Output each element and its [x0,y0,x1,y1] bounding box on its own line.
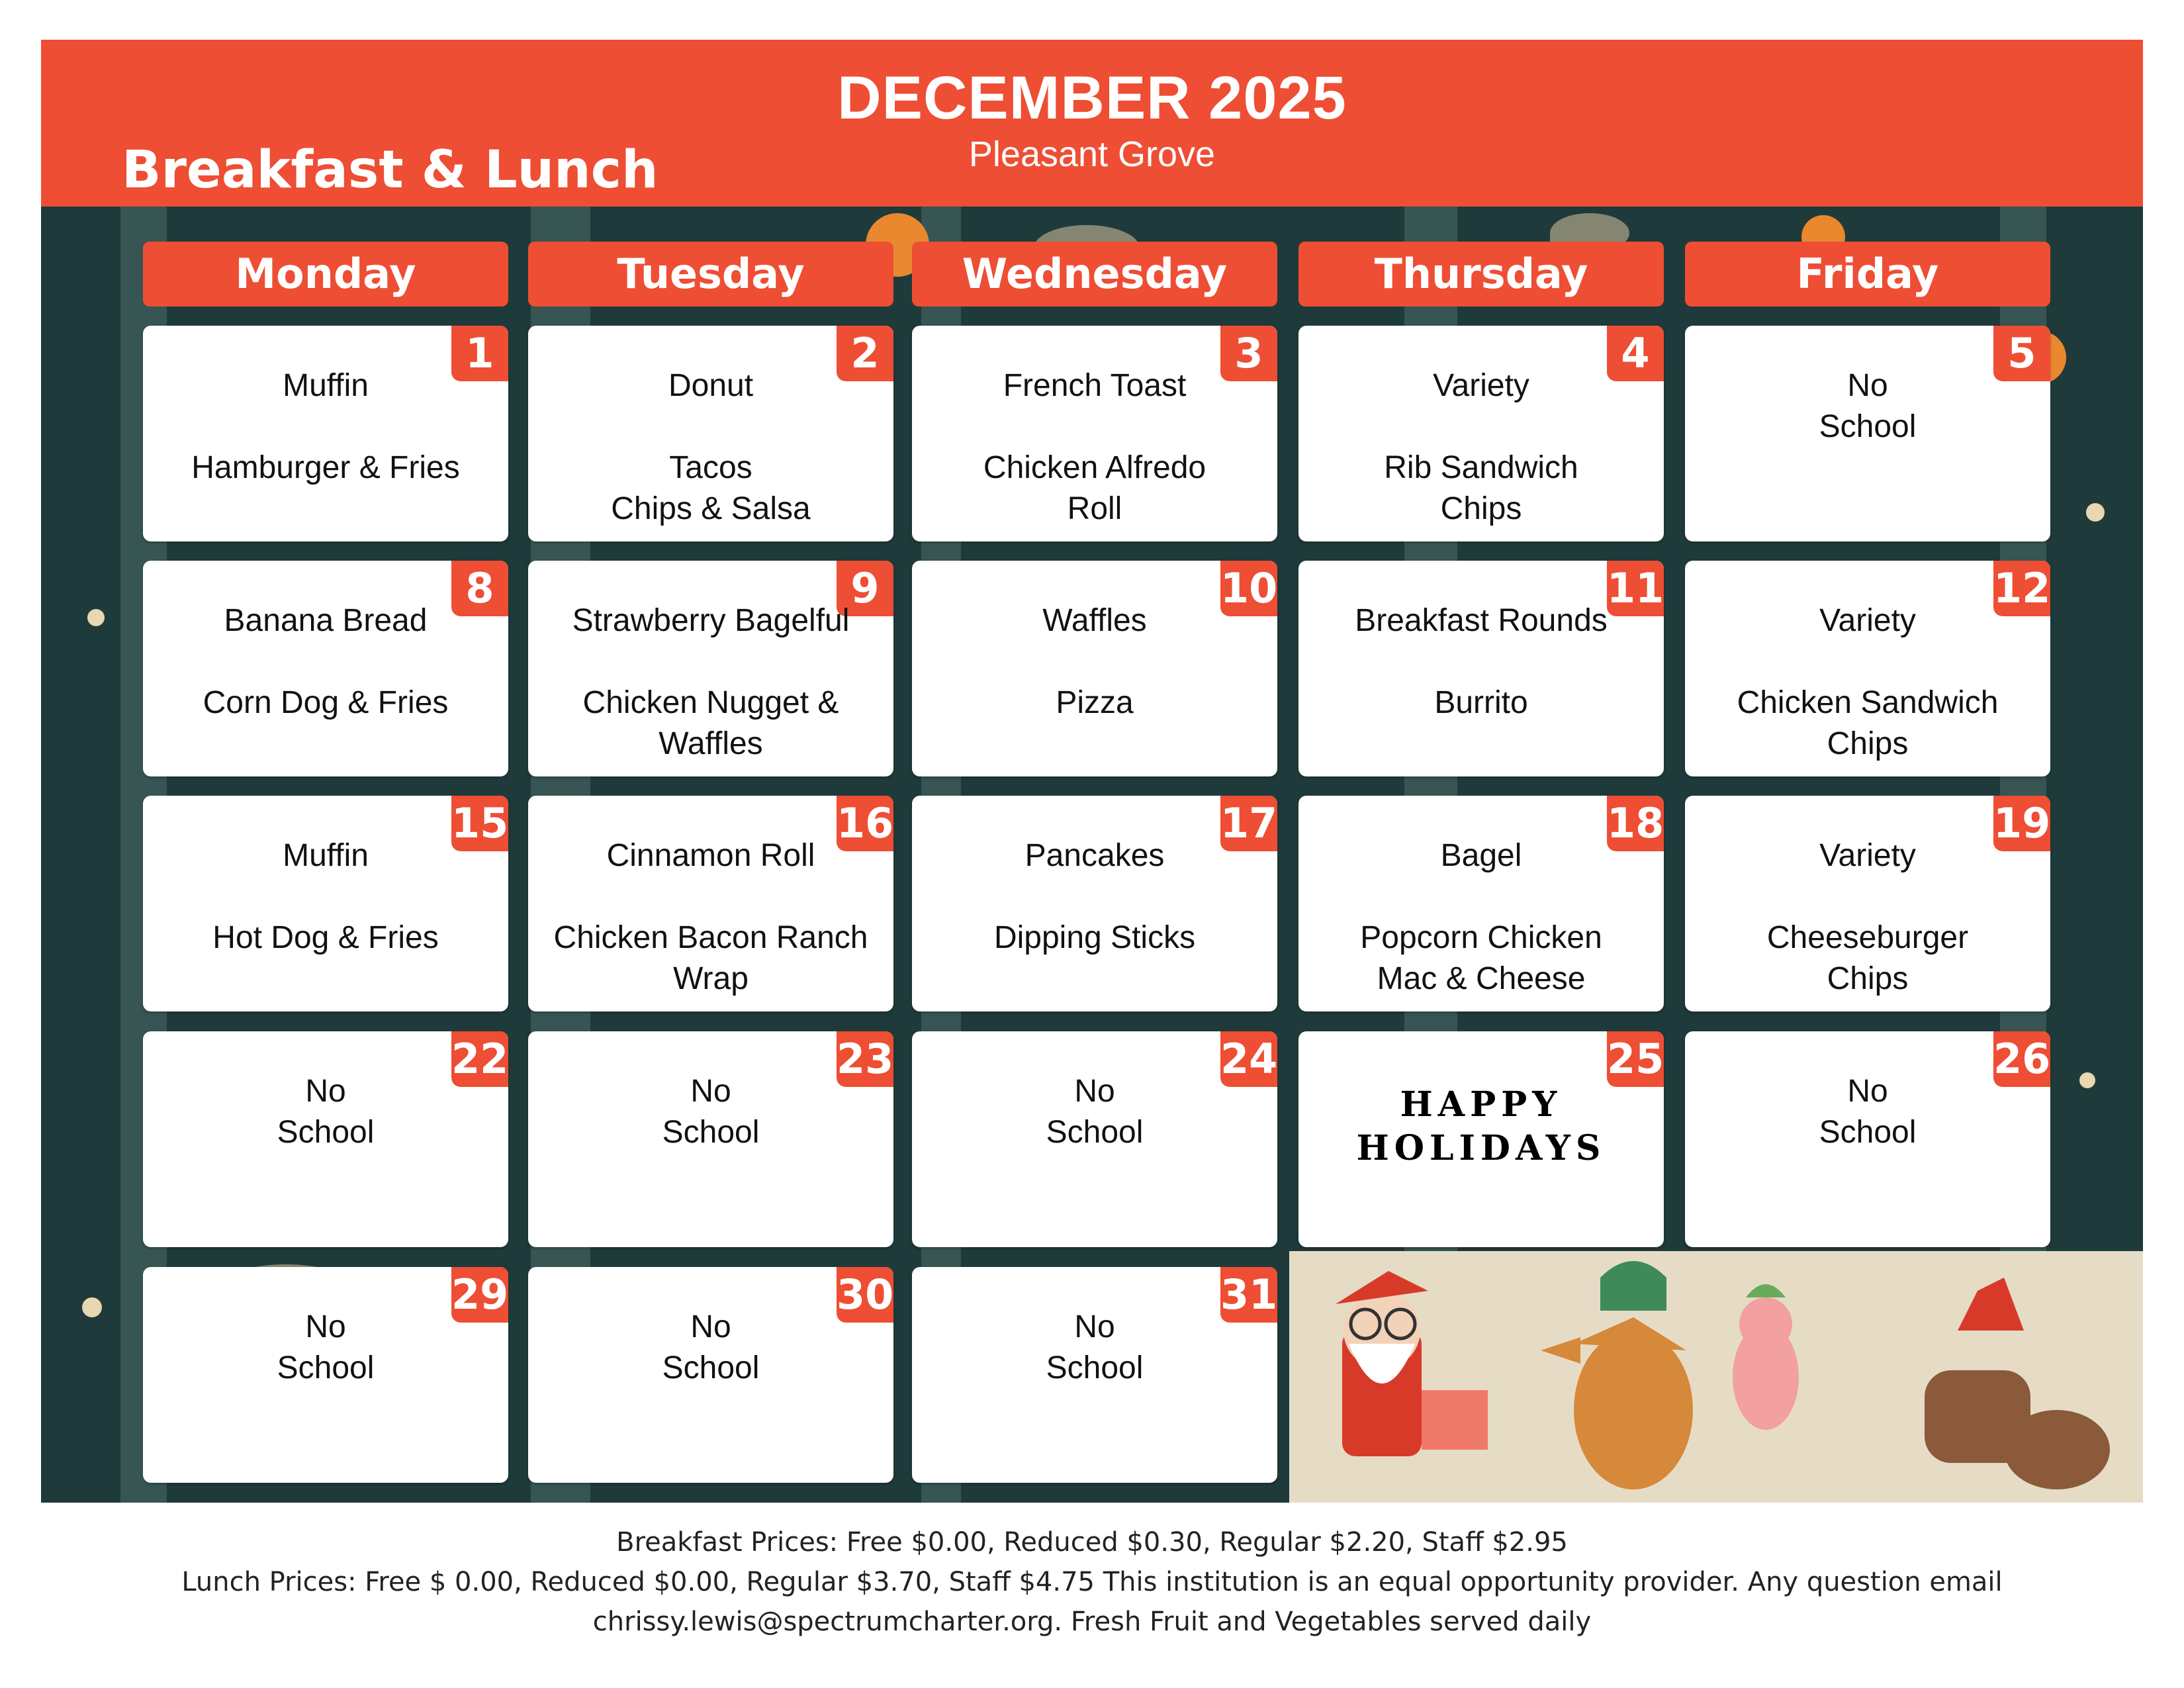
day-cell [912,1267,1277,1483]
menu-item: School [277,1115,375,1150]
lunch-prices: Lunch Prices: Free $ 0.00, Reduced $0.00, Regular $3.70, Staff $4.75 This institution is an equal opportunity provider. Any question email [181,1567,2003,1597]
day-cell [912,326,1277,541]
menu-item: Burrito [1434,685,1528,720]
day-number: 8 [451,561,508,616]
menu-item: No [305,1309,346,1344]
day-number: 22 [451,1031,508,1087]
day-number: 3 [1220,326,1277,381]
menu-item: Pancakes [1024,838,1165,873]
day-number: 30 [837,1267,893,1323]
menu-item: Variety [1433,368,1529,403]
day-number: 15 [451,796,508,851]
day-cell [1298,326,1664,541]
menu-item: Muffin [283,368,369,403]
holiday-text: HAPPY [1400,1084,1563,1125]
day-number: 26 [1993,1031,2050,1087]
menu-item: Cinnamon Roll [606,838,815,873]
menu-item: Chips [1827,961,1909,996]
day-cell [528,561,893,776]
day-cell [1298,561,1664,776]
menu-item: School [662,1115,760,1150]
day-number: 17 [1220,796,1277,851]
menu-item: Popcorn Chicken [1360,920,1602,955]
day-cell [528,326,893,541]
school-name: Pleasant Grove [968,134,1216,174]
calendar-sheet [41,40,2143,1503]
menu-item: Chicken Nugget & [582,685,839,720]
weekday-header-tuesday: Tuesday [528,242,893,306]
menu-item: Waffles [659,726,763,761]
menu-item: Chicken Bacon Ranch [553,920,868,955]
menu-item: Wrap [673,961,749,996]
day-cell [1685,326,2050,541]
menu-item: Mac & Cheese [1377,961,1586,996]
menu-item: Variety [1819,603,1916,638]
menu-item: Strawberry Bagelful [572,603,850,638]
day-cell [1298,796,1664,1011]
menu-item: No [690,1074,731,1109]
day-number: 4 [1607,326,1664,381]
menu-item: School [1046,1350,1144,1385]
snow-dot-decoration [87,609,105,626]
day-cell [528,796,893,1011]
menu-item: No [305,1074,346,1109]
owl-illustration [1733,1284,1799,1430]
menu-item: Corn Dog & Fries [203,685,449,720]
menu-item: Bagel [1440,838,1522,873]
day-number: 5 [1993,326,2050,381]
menu-item: Chips & Salsa [611,491,811,526]
menu-item: School [277,1350,375,1385]
day-cell [912,561,1277,776]
menu-item: Hot Dog & Fries [212,920,439,955]
weekday-header-friday: Friday [1685,242,2050,306]
day-cell [528,1031,893,1247]
reindeer-illustration [1925,1278,2110,1489]
snow-dot-decoration [2079,1072,2095,1088]
day-number: 12 [1993,561,2050,616]
menu-item: Pizza [1056,685,1134,720]
day-cell [1685,561,2050,776]
menu-item: School [1046,1115,1144,1150]
day-number: 16 [837,796,893,851]
menu-item: French Toast [1003,368,1187,403]
menu-item: Chips [1440,491,1522,526]
weekday-header-monday: Monday [143,242,508,306]
day-number: 2 [837,326,893,381]
menu-item: Rib Sandwich [1384,450,1578,485]
menu-item: No [1074,1074,1115,1109]
calendar-header [41,40,2143,207]
weekday-header-wednesday: Wednesday [912,242,1277,306]
snow-dot-decoration [2086,503,2105,522]
day-cell [1685,796,2050,1011]
day-number: 29 [451,1267,508,1323]
breakfast-prices: Breakfast Prices: Free $0.00, Reduced $0.30, Regular $2.20, Staff $2.95 [616,1527,1568,1558]
menu-item: Donut [668,368,754,403]
menu-item: Chicken Sandwich [1737,685,1999,720]
menu-item: No [1074,1309,1115,1344]
day-number: 19 [1993,796,2050,851]
menu-item: Chicken Alfredo [983,450,1206,485]
weekday-header-thursday: Thursday [1298,242,1664,306]
menu-item: Roll [1067,491,1122,526]
menu-item: School [662,1350,760,1385]
day-cell [1685,1031,2050,1247]
day-cell [143,561,508,776]
day-number: 25 [1607,1031,1664,1087]
day-cell [1298,1031,1664,1247]
menu-item: Waffles [1042,603,1147,638]
day-number: 18 [1607,796,1664,851]
menu-item: Dipping Sticks [993,920,1196,955]
day-number: 23 [837,1031,893,1087]
contact-note: chrissy.lewis@spectrumcharter.org. Fresh Fruit and Vegetables served daily [592,1607,1592,1637]
menu-item: Cheeseburger [1766,920,1969,955]
day-number: 10 [1220,561,1277,616]
santa-illustration [1336,1271,1488,1456]
menu-label: Breakfast & Lunch [122,140,659,200]
menu-item: Banana Bread [224,603,428,638]
menu-item: No [1847,1074,1888,1109]
menu-item: Variety [1819,838,1916,873]
day-number: 9 [837,561,893,616]
menu-item: Chips [1827,726,1909,761]
day-cell [143,1267,508,1483]
menu-item: Muffin [283,838,369,873]
menu-item: School [1819,409,1917,444]
day-number: 11 [1607,561,1664,616]
day-cell [528,1267,893,1483]
day-cell [143,796,508,1011]
menu-item: Breakfast Rounds [1355,603,1608,638]
fox-illustration [1541,1261,1693,1489]
day-cell [143,326,508,541]
day-cell [143,1031,508,1247]
menu-item: No [1847,368,1888,403]
price-footer [0,1523,2184,1642]
page-title: DECEMBER 2025 [837,64,1347,132]
snow-dot-decoration [82,1297,102,1317]
day-cell [912,796,1277,1011]
menu-item: Tacos [669,450,752,485]
menu-item: School [1819,1115,1917,1150]
holiday-characters-illustration [1289,1251,2143,1503]
holiday-text: HOLIDAYS [1356,1128,1606,1168]
day-number: 1 [451,326,508,381]
day-number: 31 [1220,1267,1277,1323]
menu-item: No [690,1309,731,1344]
menu-item: Hamburger & Fries [191,450,460,485]
day-cell [912,1031,1277,1247]
day-number: 24 [1220,1031,1277,1087]
